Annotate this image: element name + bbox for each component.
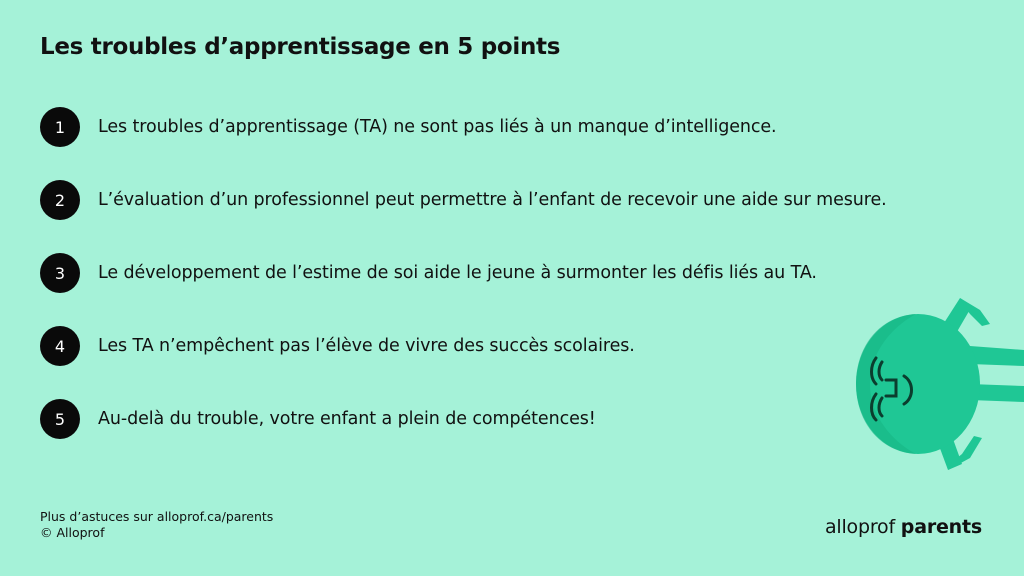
alloprof-parents-logo xyxy=(825,516,982,538)
footer-link-text: Plus d’astuces sur alloprof.ca/parents xyxy=(40,509,274,524)
number-badge: 1 xyxy=(40,107,80,147)
footer xyxy=(40,509,273,541)
logo-part-parents: parents xyxy=(900,516,982,538)
list-item xyxy=(40,180,980,220)
point-text: Le développement de l’estime de soi aide le jeune à surmonter les défis liés au TA. xyxy=(98,263,817,283)
number-badge: 4 xyxy=(40,326,80,366)
point-text: L’évaluation d’un professionnel peut permettre à l’enfant de recevoir une aide sur mesure. xyxy=(98,190,887,210)
smiling-character-icon xyxy=(820,288,1024,478)
point-text: Les TA n’empêchent pas l’élève de vivre des succès scolaires. xyxy=(98,336,635,356)
copyright-text: © Alloprof xyxy=(40,525,105,540)
list-item xyxy=(40,107,980,147)
page-title: Les troubles d’apprentissage en 5 points xyxy=(40,34,561,60)
number-badge: 5 xyxy=(40,399,80,439)
point-text: Les troubles d’apprentissage (TA) ne sont pas liés à un manque d’intelligence. xyxy=(98,117,777,137)
mascot-illustration xyxy=(820,288,1024,482)
number-badge: 3 xyxy=(40,253,80,293)
number-badge: 2 xyxy=(40,180,80,220)
point-text: Au-delà du trouble, votre enfant a plein de compétences! xyxy=(98,409,596,429)
logo-part-alloprof: alloprof xyxy=(824,516,895,538)
list-item xyxy=(40,253,980,293)
